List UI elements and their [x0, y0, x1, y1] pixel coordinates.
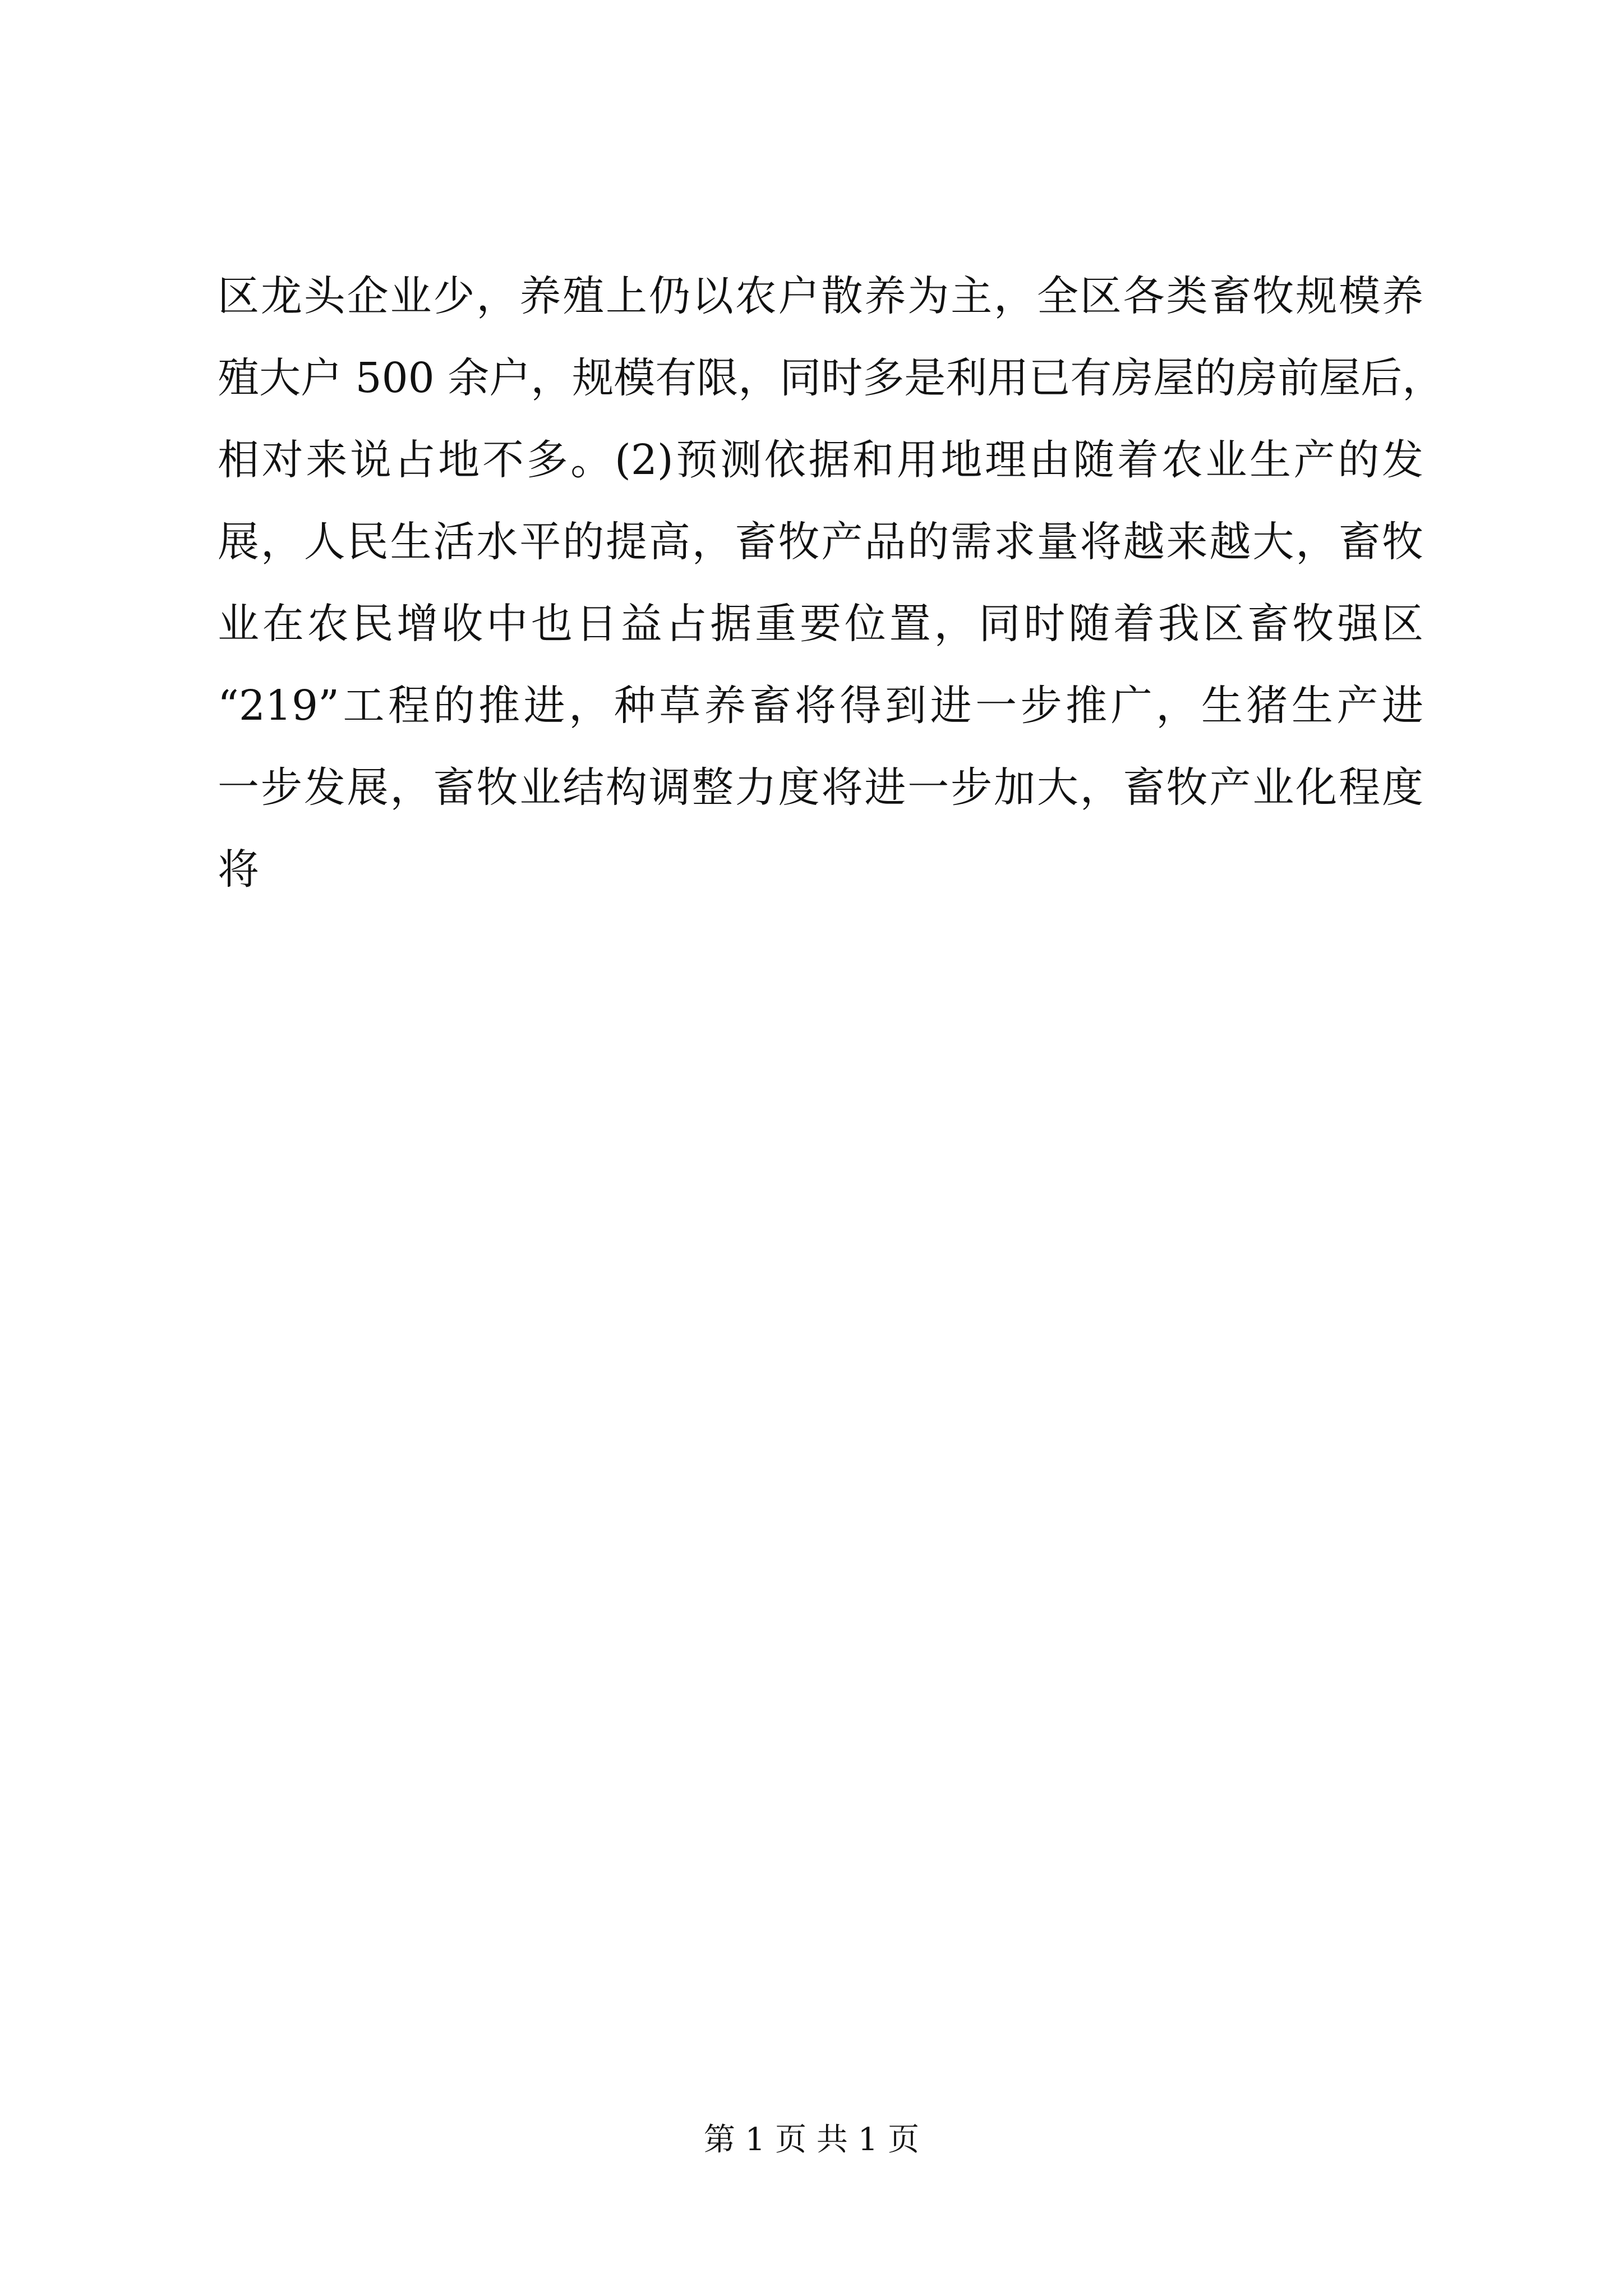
text-line: 相对来说占地不多。(2)预测依据和用地理由随着农业生产的发 [218, 436, 1423, 484]
page-number-footer: 第 1 页 共 1 页 [703, 2122, 920, 2158]
text-line: “219”工程的推进，种草养畜将得到进一步推广，生猪生产进 [218, 682, 1423, 730]
text-line: 展，人民生活水平的提高，畜牧产品的需求量将越来越大，畜牧 [218, 518, 1423, 566]
text-line: 将 [218, 845, 259, 894]
text-line: 区龙头企业少，养殖上仍以农户散养为主，全区各类畜牧规模养 [218, 272, 1423, 320]
body-paragraph [218, 255, 1444, 910]
text-line: 业在农民增收中也日益占据重要位置，同时随着我区畜牧强区 [218, 600, 1423, 648]
text-line: 一步发展，畜牧业结构调整力度将进一步加大，畜牧产业化程度 [218, 763, 1423, 812]
text-line: 殖大户 500 余户，规模有限，同时多是利用已有房屋的房前屋后， [218, 354, 1444, 402]
